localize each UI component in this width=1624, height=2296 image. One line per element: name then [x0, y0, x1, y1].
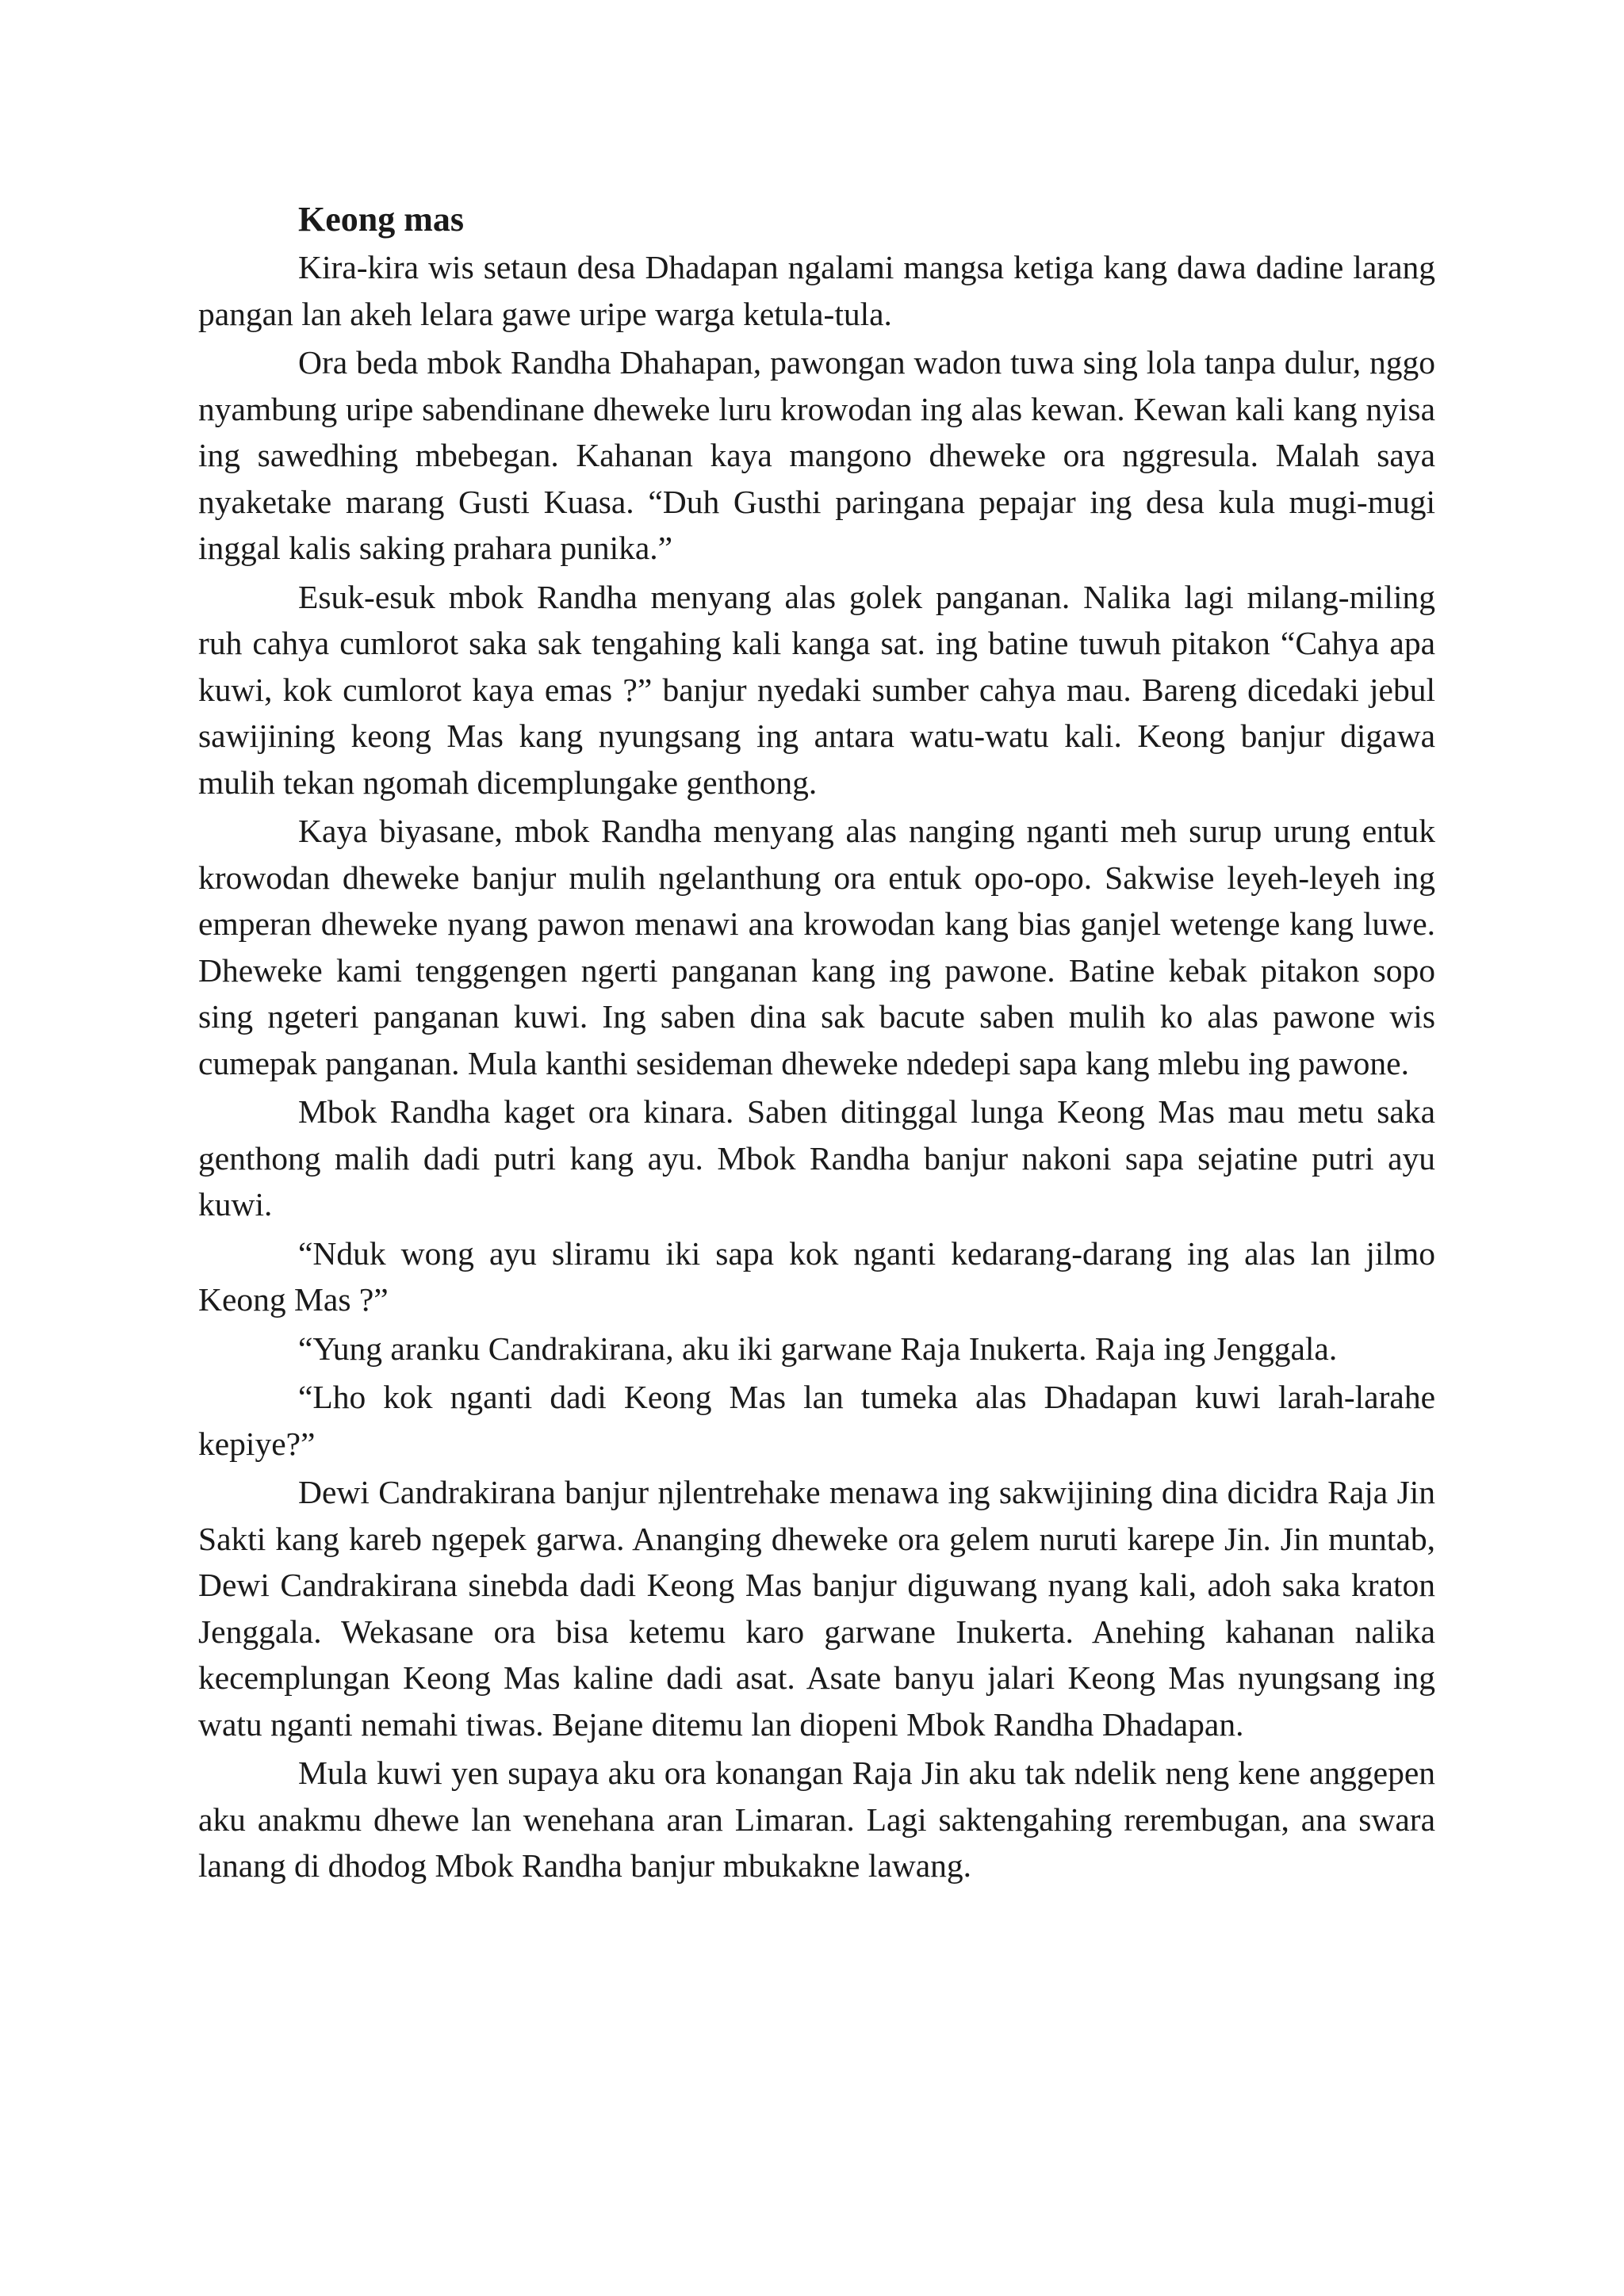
paragraph-8: “Lho kok nganti dadi Keong Mas lan tumeka alas Dhadapan kuwi larah-larahe kepiye?” [198, 1379, 1435, 1462]
story-title: Keong mas [298, 200, 464, 239]
paragraph-1: Kira-kira wis setaun desa Dhadapan ngalami mangsa ketiga kang dawa dadine larang pangan lan akeh lelara gawe uripe warga ketula-tula. [198, 249, 1435, 332]
paragraph-9: Dewi Candrakirana banjur njlentrehake menawa ing sakwijining dina dicidra Raja Jin Sakti kang kareb ngepek garwa. Ananging dheweke ora gelem nuruti karepe Jin. Jin muntab, Dewi Candrakirana sinebda dadi Keong Mas banjur diguwang nyang kali, adoh saka kraton Jenggala. Wekasane ora bisa ketemu karo garwane Inukerta. Anehing kahanan nalika kecemplungan Keong Mas kaline dadi asat. Asate banyu jalari Keong Mas nyungsang ing watu nganti nemahi tiwas. Bejane ditemu lan diopeni Mbok Randha Dhadapan. [198, 1474, 1435, 1743]
paragraph-5: Mbok Randha kaget ora kinara. Saben ditinggal lunga Keong Mas mau metu saka genthong malih dadi putri kang ayu. Mbok Randha banjur nakoni sapa sejatine putri ayu kuwi. [198, 1093, 1435, 1223]
paragraph-7: “Yung aranku Candrakirana, aku iki garwane Raja Inukerta. Raja ing Jenggala. [298, 1330, 1338, 1367]
paragraph-3: Esuk-esuk mbok Randha menyang alas golek panganan. Nalika lagi milang-miling ruh cahya cumlorot saka sak tengahing kali kanga sat. ing batine tuwuh pitakon “Cahya apa kuwi, kok cumlorot kaya emas ?” banjur nyedaki sumber cahya mau. Bareng dicedaki jebul sawijining keong Mas kang nyungsang ing antara watu-watu kali. Keong banjur digawa mulih tekan ngomah dicemplungake genthong. [198, 578, 1435, 801]
paragraph-10: Mula kuwi yen supaya aku ora konangan Raja Jin aku tak ndelik neng kene anggepen aku anakmu dhewe lan wenehana aran Limaran. Lagi saktengahing rerembugan, ana swara lanang di dhodog Mbok Randha banjur mbukakne lawang. [198, 1755, 1435, 1884]
paragraph-2: Ora beda mbok Randha Dhahapan, pawongan wadon tuwa sing lola tanpa dulur, nggo nyambung uripe sabendinane dheweke luru krowodan ing alas kewan. Kewan kali kang nyisa ing sawedhing mbebegan. Kahanan kaya mangono dheweke ora nggresula. Malah saya nyaketake marang Gusti Kuasa. “Duh Gusthi paringana pepajar ing desa kula mugi-mugi inggal kalis saking prahara punika.” [198, 344, 1435, 566]
document-page [198, 197, 1435, 1892]
paragraph-6: “Nduk wong ayu sliramu iki sapa kok nganti kedarang-darang ing alas lan jilmo Keong Mas ?” [198, 1234, 1435, 1318]
paragraph-4: Kaya biyasane, mbok Randha menyang alas nanging nganti meh surup urung entuk krowodan dheweke banjur mulih ngelanthung ora entuk opo-opo. Sakwise leyeh-leyeh ing emperan dheweke nyang pawon menawi ana krowodan kang bias ganjel wetenge kang luwe. Dheweke kami tenggengen ngerti panganan kang ing pawone. Batine kebak pitakon sopo sing ngeteri panganan kuwi. Ing saben dina sak bacute saben mulih ko alas pawone wis cumepak panganan. Mula kanthi sesideman dheweke ndedepi sapa kang mlebu ing pawone. [198, 813, 1435, 1081]
